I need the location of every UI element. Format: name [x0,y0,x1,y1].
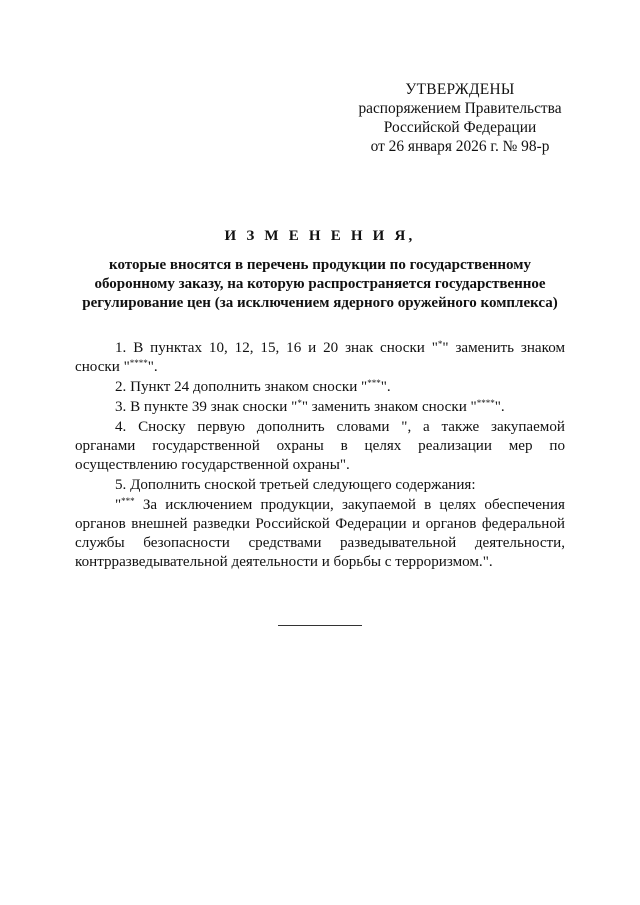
approval-line-3: от 26 января 2026 г. № 98-р [370,138,550,155]
item-1 [75,339,565,377]
item-3-text-c: ". [494,399,505,415]
item-2-text-a: 2. Пункт 24 дополнить знаком сноски " [115,379,368,395]
item-2-text-b: ". [380,379,391,395]
footnote-mark: **** [129,358,148,368]
footnote-mark: * [297,398,302,408]
title-subtitle [75,256,565,313]
document-title [75,227,565,313]
item-1-text-b: " заменить знаком сноски " [75,340,566,375]
item-2 [75,378,565,397]
footnote-mark: *** [121,496,135,506]
item-5-quote-text: За исключением продукции, закупаемой в целях обеспечения органов внешней разведки Российской Федерации и органов федеральной службы безопасности средствами разведывательной деятельности, контрразведывательной деятельности и борьбы с терроризмом.". [75,497,565,570]
item-5: 5. Дополнить сноской третьей следующего содержания: [115,477,476,493]
quote-open: " [115,497,122,513]
approval-line-1: распоряжением Правительства [358,100,562,117]
footnote-mark: *** [367,378,381,388]
title-heading: И З М Е Н Е Н И Я, [224,228,416,244]
item-3 [75,398,565,417]
closing-rule [278,625,362,626]
item-5-quote [75,496,565,572]
subtitle-line-3: регулирование цен (за исключением ядерного оружейного комплекса) [82,295,558,311]
item-1-text-c: ". [147,359,158,375]
approval-heading: УТВЕРЖДЕНЫ [405,81,515,98]
item-3-text-a: 3. В пункте 39 знак сноски " [115,399,298,415]
footnote-mark: **** [476,398,495,408]
item-1-text-a: 1. В пунктах 10, 12, 15, 16 и 20 знак сноски " [115,340,438,356]
document-body [75,339,565,572]
approval-block [355,80,565,156]
item-4: 4. Сноску первую дополнить словами ", а также закупаемой органами государственной охраны в целях реализации мер по осуществлению государственной охраны". [75,419,565,473]
item-3-text-b: " заменить знаком сноски " [301,399,477,415]
subtitle-line-1: которые вносятся в перечень продукции по государственному [109,257,531,273]
approval-line-2: Российской Федерации [383,119,537,136]
footnote-mark: * [437,339,443,349]
subtitle-line-2: оборонному заказу, на которую распространяется государственное [94,276,546,292]
